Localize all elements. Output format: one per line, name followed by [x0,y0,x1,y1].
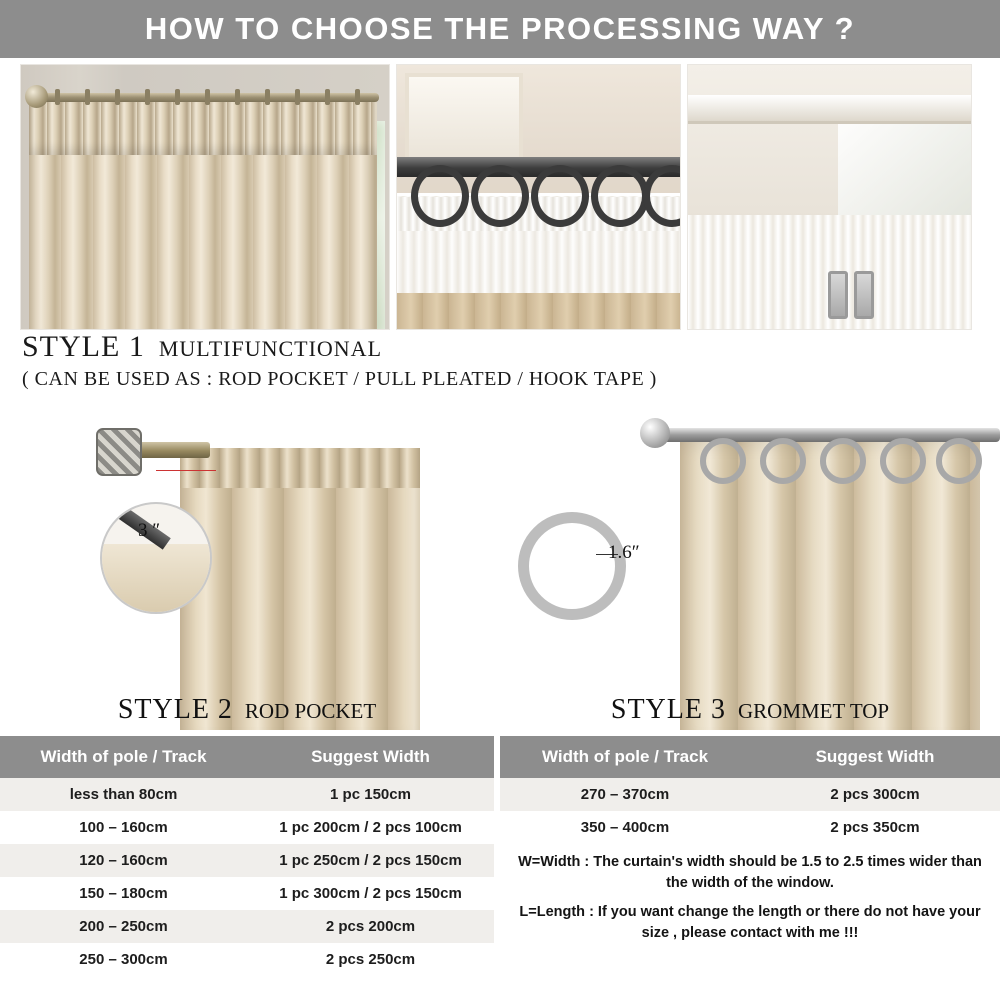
table-row [0,877,494,910]
cell-pole-width: 270 – 370cm [580,786,670,803]
note-length: L=Length : If you want change the length or there do not have your size , please contact with me !!! [519,904,981,941]
cell-pole-width: 100 – 160cm [79,819,168,836]
table-row [0,811,494,844]
rod-pocket-band [180,448,420,488]
cell-pole-width: 120 – 160cm [79,852,168,869]
cell-pole-width: 150 – 180cm [79,885,168,902]
curtain-heading-tape [29,101,377,155]
pocket-measure-label: 3 ″ [138,520,161,541]
curtain-ring-icon [411,165,469,227]
grommet-icon [880,438,926,484]
curtain-hook-icon [854,271,874,319]
cell-pole-width: less than 80cm [69,786,178,803]
style2-illustration [0,392,500,730]
style2-label: STYLE 2 [117,694,233,725]
cell-suggest-width: 1 pc 250cm / 2 pcs 150cm [279,852,462,869]
cell-suggest-width: 2 pcs 350cm [830,819,920,836]
table-row [0,910,494,943]
column-header-suggest-width: Suggest Width [311,747,430,766]
page-title: HOW TO CHOOSE THE PROCESSING WAY ? [0,0,1000,58]
table-row [0,943,494,976]
curtain-hook-icon [828,271,848,319]
cell-suggest-width: 2 pcs 200cm [325,918,416,935]
zoom-detail-circle [100,502,212,614]
curtain-fabric [180,448,420,730]
rod-finial-icon [640,418,670,448]
ceiling-track [688,95,972,124]
table-row [0,778,494,811]
table-header-row [500,736,1000,778]
style3-illustration [500,392,1000,730]
style3-caption [500,694,1000,726]
style1-caption [22,330,982,391]
style3-label: STYLE 3 [610,694,726,725]
curtain-ring-icon [531,165,589,227]
style3-name: GROMMET TOP [737,699,890,723]
cell-suggest-width: 1 pc 200cm / 2 pcs 100cm [279,819,462,836]
cell-pole-width: 350 – 400cm [580,819,670,836]
style1-label: STYLE 1 [22,330,145,363]
style-illustration-row [0,392,1000,730]
grommet-icon [700,438,746,484]
rod-finial-icon [25,85,48,108]
style2-size-table [0,736,500,1000]
fabric-detail [102,544,212,614]
table-header-row [0,736,494,778]
column-header-pole-width: Width of pole / Track [40,747,207,766]
grommet-icon [760,438,806,484]
table-row [500,778,1000,811]
column-header-pole-width: Width of pole / Track [541,747,709,766]
grommet-icon [820,438,866,484]
photo-pencil-pleat-curtain [20,64,390,330]
cell-suggest-width: 2 pcs 300cm [830,786,920,803]
grommet-measure-label: 1.6″ [608,542,640,563]
curtain-ring-icon [471,165,529,227]
cell-pole-width: 250 – 300cm [79,951,168,968]
table-row [500,811,1000,844]
style2-caption [0,694,494,726]
grommet-zoom-icon [518,512,626,620]
rod-hooks [49,89,379,105]
style1-caption-line [22,330,982,364]
photo-hook-tape [687,64,972,330]
cell-suggest-width: 1 pc 300cm / 2 pcs 150cm [279,885,462,902]
cell-pole-width: 200 – 250cm [79,918,168,935]
leader-line [156,470,216,471]
cell-suggest-width: 1 pc 150cm [330,786,411,803]
beige-fabric-band [397,293,681,330]
rod-finial-icon [96,428,142,476]
curtain-ring-icon [591,165,649,227]
grommet-icon [936,438,982,484]
style2-name: ROD POCKET [244,699,377,723]
style3-size-table [500,736,1000,1000]
note-width: W=Width : The curtain's width should be 1.5 to 2.5 times wider than the width of the window. [518,854,982,891]
table-row [0,844,494,877]
style1-name: MULTIFUNCTIONAL [158,336,383,361]
column-header-suggest-width: Suggest Width [815,747,935,766]
style1-subcaption: ( CAN BE USED AS : ROD POCKET / PULL PLEATED / HOOK TAPE ) [22,368,657,390]
photo-curtain-rings [396,64,681,330]
style1-photo-row [0,58,1000,330]
size-tables [0,736,1000,1000]
cell-suggest-width: 2 pcs 250cm [325,951,416,968]
